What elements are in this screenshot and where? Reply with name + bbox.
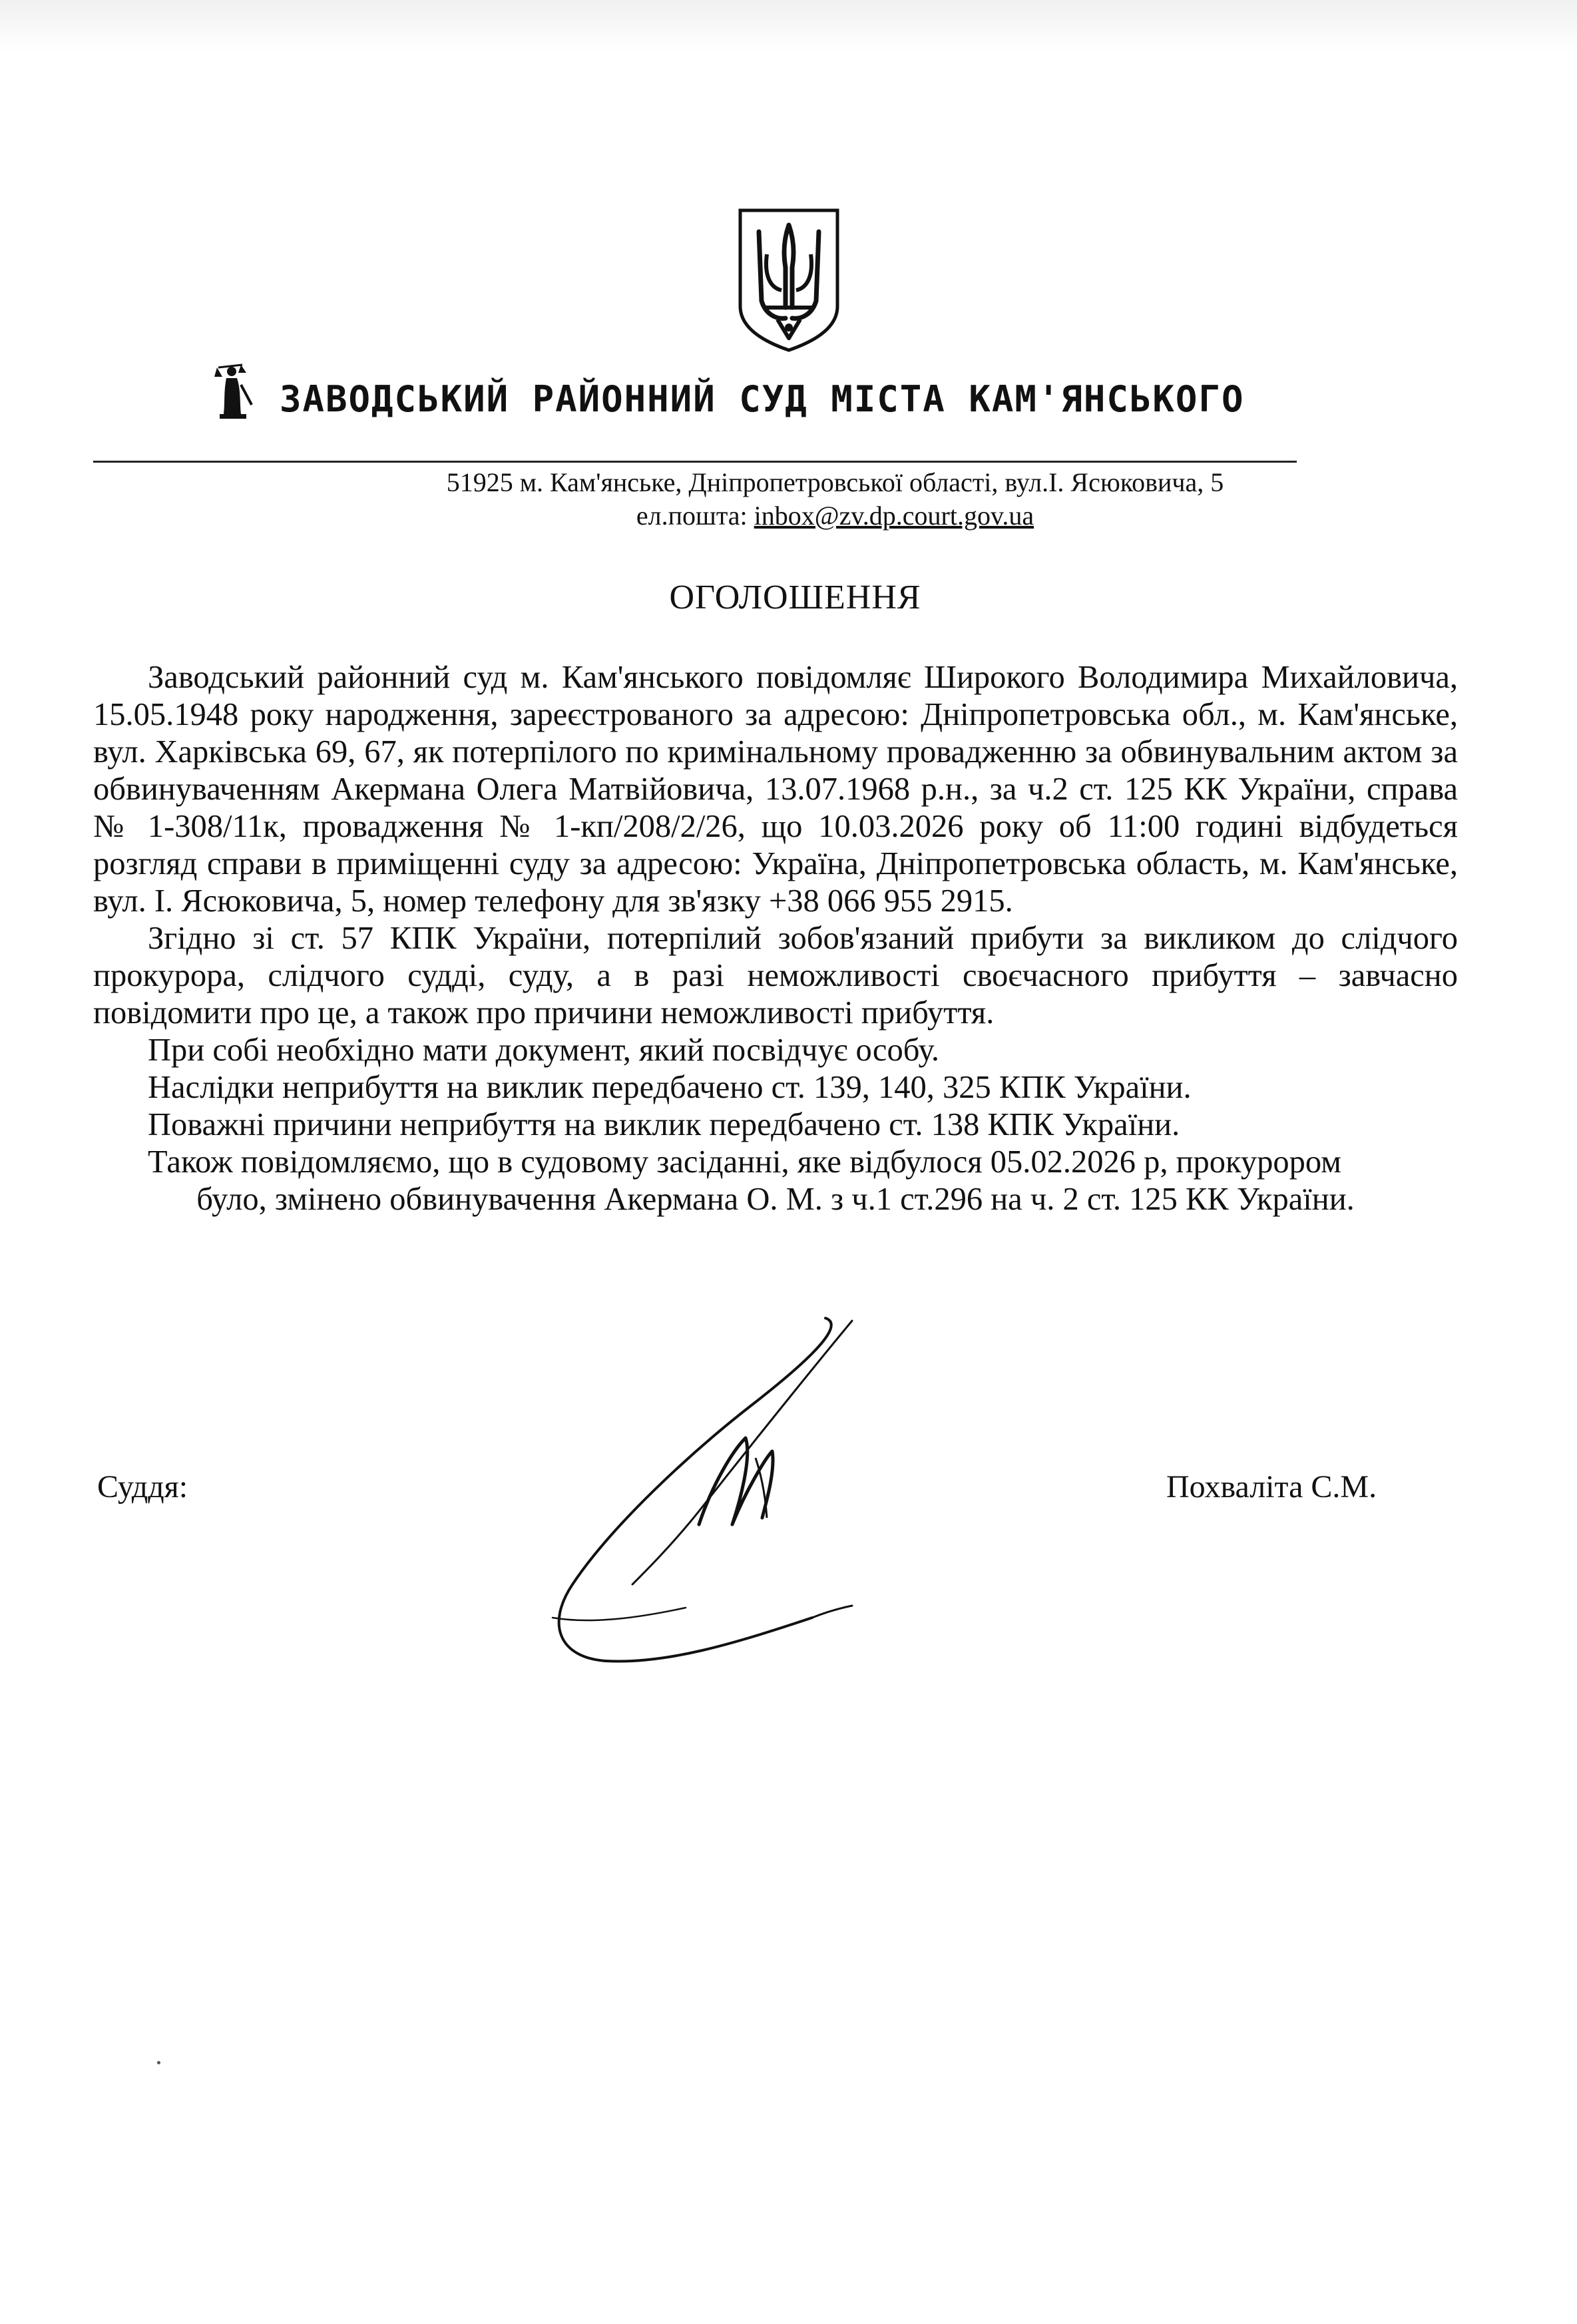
email-link[interactable]: inbox@zv.dp.court.gov.ua bbox=[754, 501, 1034, 531]
court-email-line bbox=[0, 499, 1577, 533]
paragraph-charge-change-continued: було, змінено обвинувачення Акермана О. М. з ч.1 ст.296 на ч. 2 ст. 125 КК України. bbox=[196, 1182, 1355, 1217]
themis-justice-icon bbox=[214, 358, 254, 419]
paragraph-charge-change: Також повідомляємо, що в судовому засіданні, яке відбулося 05.02.2026 р, прокурором bbox=[148, 1144, 1341, 1180]
paragraph-consequences: Наслідки неприбуття на виклик передбачено ст. 139, 140, 325 КПК України. bbox=[148, 1070, 1192, 1105]
header-divider bbox=[93, 461, 1297, 463]
paragraph-valid-reasons: Поважні причини неприбуття на виклик передбачено ст. 138 КПК України. bbox=[148, 1107, 1180, 1142]
scan-shadow bbox=[0, 0, 1577, 53]
announcement-body bbox=[93, 659, 1458, 1218]
handwritten-signature bbox=[533, 1305, 905, 1678]
trident-coat-of-arms-icon bbox=[738, 208, 840, 353]
scan-speck bbox=[157, 2061, 160, 2064]
court-address: 51925 м. Кам'янське, Дніпропетровської області, вул.І. Ясюковича, 5 bbox=[446, 467, 1224, 497]
paragraph-summons: Заводський районний суд м. Кам'янського повідомляє Широкого Володимира Михайловича, 15.05.1948 року народження, зареєстрованого за адресою: Дніпропетровська обл., м. Кам'янське, вул. Харківська 69, 67, як потерпілого по кримінальному провадженню за обвинувальним актом за обвинуваченням Акермана Олега Матвійовича, 13.07.1968 р.н., за ч.2 ст. 125 КК України, справа № 1-308/11к, провадження № 1-кп/208/2/26, що 10.03.2026 року об 11:00 годині відбудеться розгляд справи в приміщенні суду за адресою: Україна, Дніпропетровська область, м. Кам'янське, вул. І. Ясюковича, 5, номер телефону для зв'язку +38 066 955 2915. bbox=[93, 660, 1458, 919]
paragraph-obligation: Згідно зі ст. 57 КПК України, потерпілий зобов'язаний прибути за викликом до слідчого прокурора, слідчого судді, суду, а в разі неможливості своєчасного прибуття – завчасно повідомити про це, а також про причини неможливості прибуття. bbox=[93, 921, 1458, 1031]
judge-name: Похваліта С.М. bbox=[1166, 1469, 1377, 1505]
court-name: ЗАВОДСЬКИЙ РАЙОННИЙ СУД МІСТА КАМ'ЯНСЬКОГО bbox=[280, 378, 1245, 420]
court-address-block bbox=[0, 466, 1577, 533]
paragraph-id-document: При собі необхідно мати документ, який посвідчує особу. bbox=[148, 1033, 940, 1068]
email-label: ел.пошта: bbox=[636, 501, 748, 531]
document-title: ОГОЛОШЕННЯ bbox=[669, 579, 921, 616]
judge-label: Суддя: bbox=[97, 1469, 188, 1505]
